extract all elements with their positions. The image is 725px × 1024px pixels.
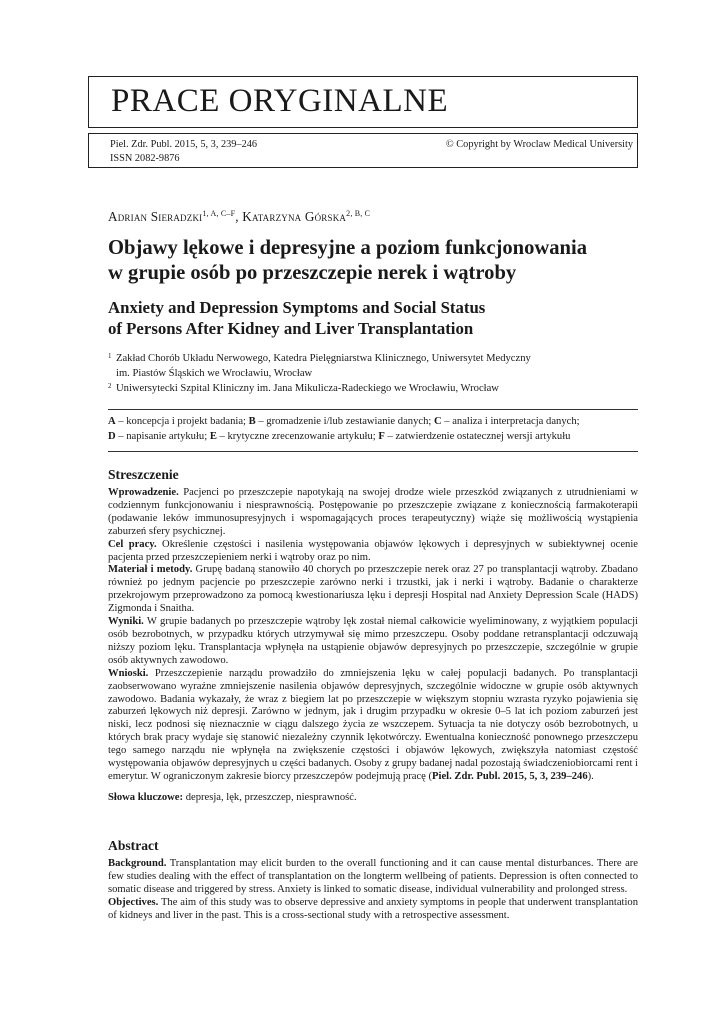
author-marks: 1, A, C–F	[202, 209, 236, 218]
affiliation-item: 2 Uniwersytecki Szpital Kliniczny im. Jana Mikulicza-Radeckiego we Wrocławiu, Wrocław	[108, 381, 638, 396]
keywords: Słowa kluczowe: depresja, lęk, przeszczep, niesprawność.	[108, 791, 357, 803]
author-name: Katarzyna Górska	[242, 209, 347, 224]
section-title: PRACE ORYGINALNE	[111, 83, 449, 119]
divider	[108, 451, 638, 452]
streszczenie-section	[108, 466, 638, 805]
paragraph-background: Background. Transplantation may elicit burden to the overall functioning and it can cause mental disturbances. There are few studies dealing with the effect of transplantation on the longterm wellbeing of patients. Depression is often connected to somatic disease and triggered by stress. Anxiety is linked to somatic disease, individual vulnerability and prolonged stress.	[108, 858, 638, 895]
paragraph-wnioski: Wnioski. Przeszczepienie narządu prowadziło do zmniejszenia lęku w całej populacji badanych. Po transplantacji zaobserwowano wyraźne zmniejszenie nasilenia objawów depresyjnych, szczególnie widoczne w grupie osób aktywnych zawodowo. Badania wykazały, że wraz z biegiem lat po przeszczepie w większym stopniu wzrasta ryzyko pojawienia się zaburzeń lękowych niż depresji. Zarówno w jednym, jak i drugim przypadku w okresie 0–5 lat ich poziom zaburzeń jest niski, lecz podnosi się nieznacznie w ciągu dalszego życia ze wszczepem. Sytuacja ta nie dotyczy osób bezrobotnych, u których brak pracy wydaje się stanowić niezależny czynnik lękotwórczy. Ewentualna konieczność ponownego przeszczepu tego samego narządu nie wpłynęła na zwiększenie częstości i objawów lękowych, zwiększyła natomiast częstość występowania objawów depresyjnych u części badanych. Osoby z grupy badanej nadal pozostają świadczeniobiorcami rent i emerytur. W ograniczonym zakresie biorcy przeszczepów podejmują pracę (Piel. Zdr. Publ. 2015, 5, 3, 239–246).	[108, 667, 638, 782]
issn: ISSN 2082-9876	[110, 153, 180, 164]
section-heading: Streszczenie	[108, 467, 179, 482]
divider	[108, 409, 638, 410]
abstract-section	[108, 837, 638, 923]
author-contributions: A – koncepcja i projekt badania; B – gromadzenie i/lub zestawianie danych; C – analiza i interpretacja danych; D – napisanie artykułu; E – krytyczne zrecenzowanie artykułu; F – zatwierdzenie ostatecznej wersji artykułu	[108, 416, 580, 442]
journal-meta-box	[88, 133, 638, 168]
paragraph-wyniki: Wyniki. W grupie badanych po przeszczepie wątroby lęk został niemal całkowicie wyeliminowany, z wyjątkiem populacji osób bezrobotnych, w przypadku których utrzymywał się mimo przeszczepu. Osoby poddane retransplantacji odczuwają niższy poziom lęku. Transplantacja wpłynęła na ustąpienie objawów depresyjnych po przeszczepie, szczególnie w grupie osób aktywnych zawodowo.	[108, 616, 638, 666]
section-heading: Abstract	[108, 838, 159, 853]
author-name: Adrian Sieradzki	[108, 209, 203, 224]
affiliation-item: 1 Zakład Chorób Układu Nerwowego, Katedra Pielęgniarstwa Klinicznego, Uniwersytet Medyczny im. Piastów Śląskich we Wrocławiu, Wrocław	[108, 351, 638, 381]
author-marks: 2, B, C	[346, 209, 371, 218]
article-title-english: Anxiety and Depression Symptoms and Social Status of Persons After Kidney and Liver Transplantation	[108, 298, 486, 338]
paragraph-objectives: Objectives. The aim of this study was to observe depressive and anxiety symptoms in people that underwent transplantation of kidneys and liver in the past. This is a cross-sectional study with a retrospective assessment.	[108, 896, 638, 921]
author-separator: ,	[235, 209, 243, 224]
paragraph-cel: Cel pracy. Określenie częstości i nasilenia występowania objawów lękowych i depresyjnych w subiektywnej ocenie pacjenta przed przeszczepieniem nerki i wątroby oraz po nim.	[108, 538, 638, 563]
paragraph-material: Materiał i metody. Grupę badaną stanowiło 40 chorych po przeszczepie nerek oraz 27 po transplantacji wątroby. Zbadano również po jednym pacjencie po przeszczepie zarówno nerki i trzustki, jak i nerki i wątroby. Badanie o charakterze przekrojowym przeprowadzono za pomocą kwestionariusza lęku i depresji Hospital nad Anxiety Depression Scale (HADS) Zigmonda i Snaitha.	[108, 564, 638, 615]
author-list	[108, 209, 370, 225]
journal-reference: Piel. Zdr. Publ. 2015, 5, 3, 239–246	[110, 139, 258, 150]
section-banner	[88, 76, 638, 128]
affiliation-number: 2	[108, 382, 112, 390]
paragraph-wprowadzenie: Wprowadzenie. Pacjenci po przeszczepie napotykają na swojej drodze wiele przeszkód związanych z utrudnieniami w codziennym funkcjonowaniu i niesprawnością. Postępowanie po przeszczepie związane z koniecznością farmakoterapii (podawanie leków immunosupresyjnych i wspomagających proces terapeutyczny) wiąże się możliwością wystąpienia zaburzeń sfery psychicznej.	[108, 487, 638, 537]
article-title-polish: Objawy lękowe i depresyjne a poziom funkcjonowania w grupie osób po przeszczepie nerek i wątroby	[108, 237, 588, 284]
affiliations	[108, 351, 638, 396]
copyright-notice: © Copyright by Wroclaw Medical University	[445, 139, 633, 150]
affiliation-number: 1	[108, 352, 112, 360]
